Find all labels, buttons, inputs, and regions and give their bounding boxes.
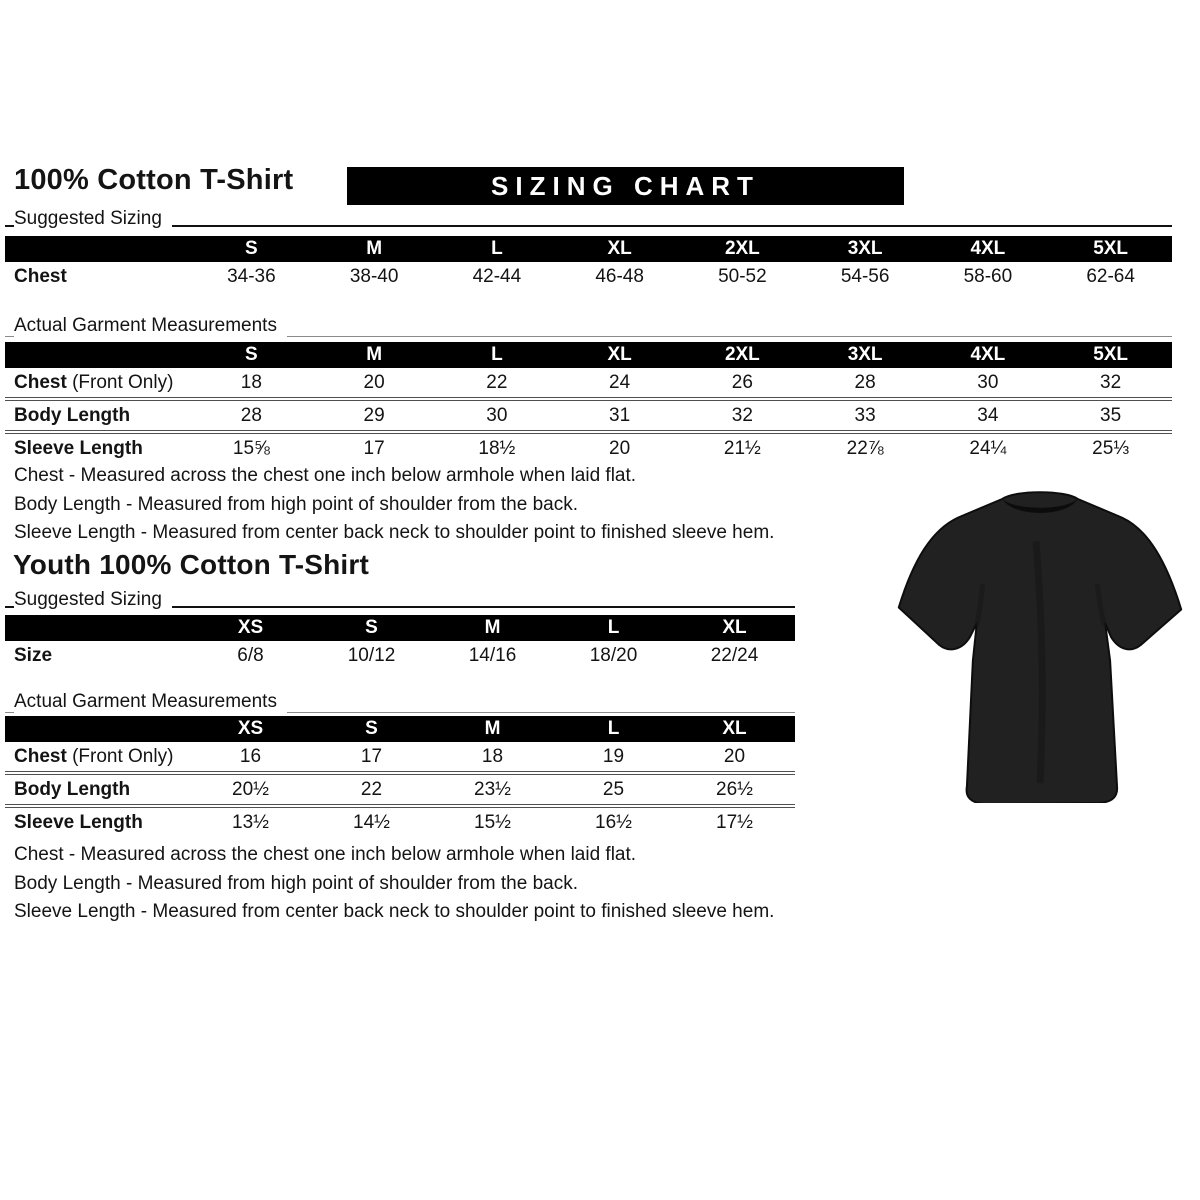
youth-garment-measurements-table bbox=[5, 716, 795, 837]
size-column-header: XL bbox=[558, 342, 681, 368]
measurement-cell: 15½ bbox=[432, 806, 553, 837]
size-column-header: M bbox=[432, 716, 553, 742]
sizing-chart-banner: SIZING CHART bbox=[347, 167, 904, 205]
measurement-cell: 34-36 bbox=[227, 265, 276, 287]
measurement-cell: 17 bbox=[360, 745, 383, 767]
measurement-cell: 54-56 bbox=[840, 265, 890, 287]
measurement-cell: 20½ bbox=[190, 773, 311, 806]
row-label: Body Length bbox=[5, 399, 190, 432]
size-column-header: 3XL bbox=[804, 236, 927, 262]
measurement-cell: 62-64 bbox=[1086, 265, 1135, 287]
adult-suggested-sizing-table bbox=[5, 236, 1172, 291]
size-column-header: 4XL bbox=[927, 236, 1050, 262]
measurement-cell: 46-48 bbox=[595, 265, 644, 287]
measurement-cell: 17½ bbox=[674, 806, 795, 837]
measurement-cell: 24¼ bbox=[927, 432, 1050, 463]
size-column-header: 3XL bbox=[804, 342, 927, 368]
size-column-header: 5XL bbox=[1049, 236, 1172, 262]
measurement-cell: 25⅓ bbox=[1049, 432, 1172, 463]
tshirt-image bbox=[884, 487, 1196, 803]
measurement-cell: 50-52 bbox=[718, 265, 767, 287]
measurement-cell: 14/16 bbox=[468, 644, 517, 666]
size-column-header: M bbox=[313, 236, 436, 262]
measurement-cell: 15⅝ bbox=[190, 432, 313, 463]
note-line: Sleeve Length - Measured from center back neck to shoulder point to finished sleeve hem. bbox=[14, 901, 775, 922]
measurement-cell: 6/8 bbox=[237, 644, 264, 666]
table-row-sleeve-length bbox=[5, 806, 795, 837]
size-column-header: L bbox=[436, 342, 559, 368]
size-column-header: 5XL bbox=[1049, 342, 1172, 368]
measurement-cell: 26½ bbox=[674, 773, 795, 806]
measurement-cell: 14½ bbox=[311, 806, 432, 837]
row-label: Sleeve Length bbox=[5, 806, 190, 837]
measurement-cell: 19 bbox=[602, 745, 625, 767]
measurement-cell: 22⅞ bbox=[804, 432, 927, 463]
size-column-header: 2XL bbox=[681, 236, 804, 262]
table-row bbox=[5, 641, 795, 670]
size-column-header: M bbox=[432, 615, 553, 641]
size-column-header: 2XL bbox=[681, 342, 804, 368]
measurement-cell: 18/20 bbox=[589, 644, 638, 666]
row-label: Chest (Front Only) bbox=[14, 745, 174, 767]
size-column-header: M bbox=[313, 342, 436, 368]
table-row-chest bbox=[5, 742, 795, 773]
page-title: 100% Cotton T-Shirt bbox=[14, 164, 294, 196]
measurement-cell: 29 bbox=[313, 399, 436, 432]
measurement-cell: 22 bbox=[486, 371, 508, 393]
table-header-row bbox=[5, 236, 1172, 262]
measurement-cell: 58-60 bbox=[963, 265, 1013, 287]
measurement-cell: 28 bbox=[854, 371, 876, 393]
measurement-cell: 20 bbox=[723, 745, 746, 767]
size-column-header: XL bbox=[674, 615, 795, 641]
youth-garment-measurements-label bbox=[5, 691, 795, 715]
row-label: Size bbox=[14, 644, 53, 666]
measurement-cell: 33 bbox=[804, 399, 927, 432]
measurement-cell: 21½ bbox=[681, 432, 804, 463]
table-row bbox=[5, 262, 1172, 291]
section-label-text: Actual Garment Measurements bbox=[14, 691, 287, 713]
table-row-sleeve-length bbox=[5, 432, 1172, 463]
measurement-cell: 26 bbox=[731, 371, 753, 393]
measurement-cell: 10/12 bbox=[347, 644, 396, 666]
measurement-cell: 35 bbox=[1049, 399, 1172, 432]
table-header-row bbox=[5, 716, 795, 742]
measurement-cell: 13½ bbox=[190, 806, 311, 837]
row-label: Body Length bbox=[5, 773, 190, 806]
measurement-cell: 31 bbox=[558, 399, 681, 432]
divider bbox=[5, 225, 1172, 227]
table-row-chest bbox=[5, 368, 1172, 399]
section-label-text: Suggested Sizing bbox=[14, 589, 172, 611]
section-label-text: Suggested Sizing bbox=[14, 208, 172, 230]
size-column-header: S bbox=[190, 342, 313, 368]
youth-section-title: Youth 100% Cotton T-Shirt bbox=[13, 549, 370, 580]
table-row-body-length bbox=[5, 399, 1172, 432]
note-line: Chest - Measured across the chest one inch below armhole when laid flat. bbox=[14, 844, 637, 865]
measurement-cell: 32 bbox=[681, 399, 804, 432]
measurement-cell: 34 bbox=[927, 399, 1050, 432]
table-row-body-length bbox=[5, 773, 795, 806]
measurement-cell: 20 bbox=[363, 371, 385, 393]
size-column-header: XL bbox=[674, 716, 795, 742]
note-line: Chest - Measured across the chest one inch below armhole when laid flat. bbox=[14, 465, 637, 486]
measurement-cell: 17 bbox=[313, 432, 436, 463]
size-column-header: S bbox=[311, 716, 432, 742]
size-column-header: XS bbox=[190, 716, 311, 742]
measurement-cell: 16 bbox=[239, 745, 262, 767]
size-column-header: 4XL bbox=[927, 342, 1050, 368]
measurement-cell: 23½ bbox=[432, 773, 553, 806]
measurement-cell: 20 bbox=[558, 432, 681, 463]
measurement-cell: 28 bbox=[190, 399, 313, 432]
measurement-cell: 18 bbox=[481, 745, 504, 767]
size-column-header: L bbox=[553, 716, 674, 742]
empty-header-cell bbox=[5, 716, 190, 742]
youth-suggested-sizing-label bbox=[5, 589, 795, 613]
adult-garment-measurements-label bbox=[5, 315, 1172, 339]
adult-suggested-sizing-label bbox=[5, 208, 1172, 232]
measurement-cell: 18½ bbox=[436, 432, 559, 463]
size-column-header: L bbox=[436, 236, 559, 262]
measurement-cell: 30 bbox=[977, 371, 999, 393]
row-label: Chest (Front Only) bbox=[14, 371, 174, 393]
size-column-header: S bbox=[190, 236, 313, 262]
size-column-header: XL bbox=[558, 236, 681, 262]
measurement-cell: 22 bbox=[311, 773, 432, 806]
measurement-cell: 18 bbox=[240, 371, 262, 393]
youth-measurement-notes bbox=[14, 841, 774, 927]
measurement-cell: 22/24 bbox=[710, 644, 759, 666]
note-line: Sleeve Length - Measured from center back neck to shoulder point to finished sleeve hem. bbox=[14, 522, 775, 543]
empty-header-cell bbox=[5, 342, 190, 368]
adult-measurement-notes bbox=[14, 462, 774, 548]
note-line: Body Length - Measured from high point of shoulder from the back. bbox=[14, 872, 578, 894]
adult-garment-measurements-table bbox=[5, 342, 1172, 463]
row-label: Sleeve Length bbox=[5, 432, 190, 463]
empty-header-cell bbox=[5, 615, 190, 641]
note-line: Body Length - Measured from high point of shoulder from the back. bbox=[14, 493, 578, 515]
measurement-cell: 42-44 bbox=[472, 265, 522, 287]
measurement-cell: 24 bbox=[609, 371, 631, 393]
measurement-cell: 25 bbox=[553, 773, 674, 806]
measurement-cell: 32 bbox=[1100, 371, 1122, 393]
measurement-cell: 30 bbox=[436, 399, 559, 432]
youth-suggested-sizing-table bbox=[5, 615, 795, 670]
table-header-row bbox=[5, 342, 1172, 368]
table-header-row bbox=[5, 615, 795, 641]
size-column-header: L bbox=[553, 615, 674, 641]
size-column-header: S bbox=[311, 615, 432, 641]
section-label-text: Actual Garment Measurements bbox=[14, 315, 287, 337]
measurement-cell: 16½ bbox=[553, 806, 674, 837]
measurement-cell: 38-40 bbox=[349, 265, 399, 287]
row-label: Chest bbox=[14, 265, 67, 287]
size-column-header: XS bbox=[190, 615, 311, 641]
empty-header-cell bbox=[5, 236, 190, 262]
